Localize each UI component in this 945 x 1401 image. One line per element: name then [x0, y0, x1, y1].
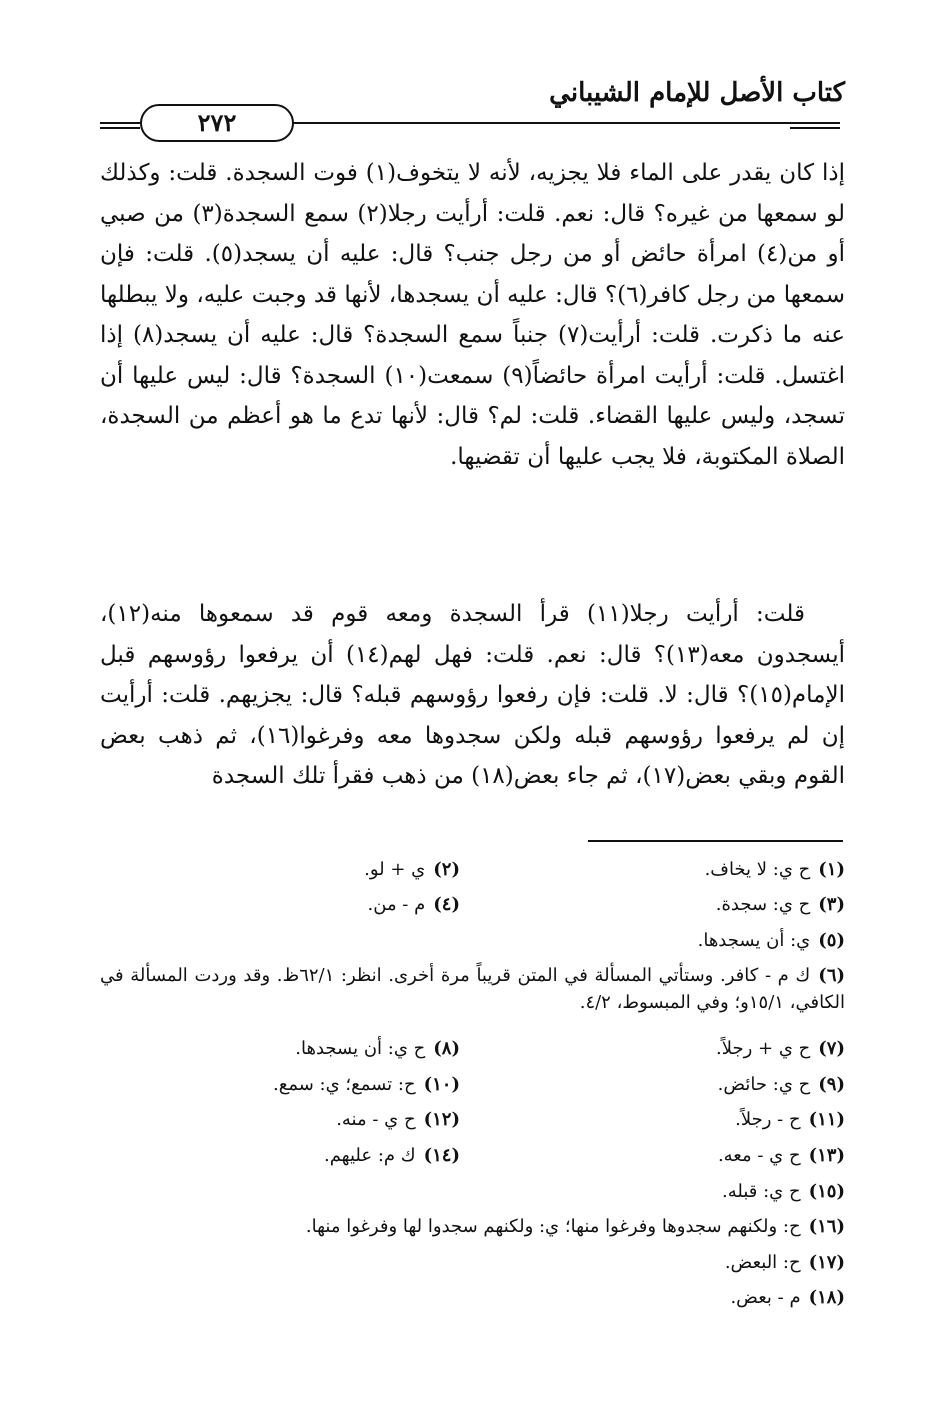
footnote-number: (١١)	[808, 1109, 845, 1130]
footnote-2	[364, 856, 460, 883]
footnote-text: ك م: عليهم.	[323, 1145, 416, 1166]
footnote-text: م - من.	[367, 894, 426, 915]
footnote-text: ح ي: سجدة.	[715, 894, 811, 915]
footnote-11	[735, 1106, 845, 1133]
footnote-number: (٩)	[818, 1074, 845, 1095]
footnote-number: (١)	[818, 859, 845, 880]
footnote-number: (٢)	[433, 859, 460, 880]
footnote-text: ح - رجلاً.	[735, 1109, 801, 1130]
header-rule-left	[100, 127, 140, 129]
footnote-number: (١٨)	[808, 1287, 845, 1308]
footnote-number: (٧)	[818, 1038, 845, 1059]
footnote-number: (٣)	[818, 894, 845, 915]
paragraph-text: إذا كان يقدر على الماء فلا يجزيه، لأنه لا يتخوف(١) فوت السجدة. قلت: وكذلك لو سمعها من غيره؟ قال: نعم. قلت: أرأيت رجلا(٢) سمع السجدة(٣) من صبي أو من(٤) امرأة حائض أو من رجل جنب؟ قال: عليه أن يسجد(٥). قلت: فإن سمعها من رجل كافر(٦)؟ قال: عليه أن يسجدها، لأنها قد وجبت عليه، ولا يبطلها عنه ما ذكرت. قلت: أرأيت(٧) جنباً سمع السجدة؟ قال: عليه أن يسجد(٨) إذا اغتسل. قلت: أرأيت امرأة حائضاً(٩) سمعت(١٠) السجدة؟ قال: ليس عليها أن تسجد، وليس عليها القضاء. قلت: لم؟ قال: لأنها تدع ما هو أعظم من السجدة، الصلاة المكتوبة، فلا يجب عليها أن تقضيها.	[100, 160, 846, 470]
footnote-number: (٥)	[818, 930, 845, 951]
footnote-number: (١٢)	[423, 1109, 460, 1130]
footnote-18	[730, 1284, 845, 1311]
footnote-6	[100, 962, 845, 1016]
footnote-3	[716, 891, 845, 918]
running-title: كتاب الأصل للإمام الشيباني	[549, 78, 845, 108]
body-paragraph-1	[100, 153, 845, 477]
footnote-9	[718, 1071, 845, 1098]
footnote-5	[698, 927, 845, 954]
footnote-text: ك م - كافر. وستأتي المسألة في المتن قريباً مرة أخرى. انظر: ٦٢/١ظ. وقد وردت المسألة في الكافي، ١٥/١و؛ وفي المبسوط، ٤/٢.	[100, 965, 845, 1013]
footnote-10	[273, 1071, 460, 1098]
footnote-text: ح: البعض.	[724, 1252, 801, 1273]
footnote-8	[295, 1035, 460, 1062]
body-paragraph-2	[100, 594, 845, 797]
footnote-14	[324, 1142, 460, 1169]
footnote-text: م - بعض.	[730, 1287, 801, 1308]
footnote-12	[336, 1106, 460, 1133]
footnote-text: ح ي: حائض.	[717, 1074, 811, 1095]
footnote-4	[368, 891, 460, 918]
footnote-number: (١٣)	[808, 1145, 845, 1166]
footnote-number: (١٤)	[423, 1145, 460, 1166]
paragraph-text: قلت: أرأيت رجلا(١١) قرأ السجدة ومعه قوم قد سمعوها منه(١٢)، أيسجدون معه(١٣)؟ قال: نعم. قلت: فهل لهم(١٤) أن يرفعوا رؤوسهم قبل الإمام(١٥)؟ قال: لا. قلت: فإن رفعوا رؤوسهم قبله؟ قال: يجزيهم. قلت: أرأيت إن لم يرفعوا رؤوسهم قبله ولكن سجدوها معه وفرغوا(١٦)، ثم ذهب بعض القوم وبقي بعض(١٧)، ثم جاء بعض(١٨) من ذهب فقرأ تلك السجدة	[100, 601, 845, 789]
footnote-text: ي + لو.	[364, 859, 426, 880]
footnote-text: ح ي - منه.	[336, 1109, 416, 1130]
footnote-number: (٤)	[433, 894, 460, 915]
footnote-text: ح ي - معه.	[717, 1145, 801, 1166]
footnote-13	[718, 1142, 845, 1169]
footnote-text: ح ي: أن يسجدها.	[295, 1038, 426, 1059]
footnote-number: (٦)	[818, 965, 846, 986]
footnote-number: (١٧)	[808, 1252, 845, 1273]
footnote-text: ح: ولكنهم سجدوها وفرغوا منها؛ ي: ولكنهم سجدوا لها وفرغوا منها.	[305, 1216, 801, 1237]
footnote-number: (٨)	[433, 1038, 460, 1059]
header-rule-right	[790, 127, 840, 129]
footnote-15	[722, 1178, 845, 1205]
footnote-16	[306, 1213, 845, 1240]
footnote-1	[705, 856, 845, 883]
footnote-rule	[588, 840, 843, 842]
footnote-text: ح: تسمع؛ ي: سمع.	[273, 1074, 416, 1095]
footnote-text: ح ي: قبله.	[722, 1181, 801, 1202]
footnote-number: (١٠)	[423, 1074, 460, 1095]
footnote-text: ح ي + رجلاً.	[716, 1038, 811, 1059]
footnote-number: (١٦)	[808, 1216, 845, 1237]
footnote-17	[725, 1249, 845, 1276]
page-number: ٢٧٢	[140, 104, 294, 142]
footnote-7	[716, 1035, 845, 1062]
footnote-text: ح ي: لا يخاف.	[704, 859, 811, 880]
footnote-number: (١٥)	[808, 1181, 845, 1202]
footnote-text: ي: أن يسجدها.	[697, 930, 811, 951]
